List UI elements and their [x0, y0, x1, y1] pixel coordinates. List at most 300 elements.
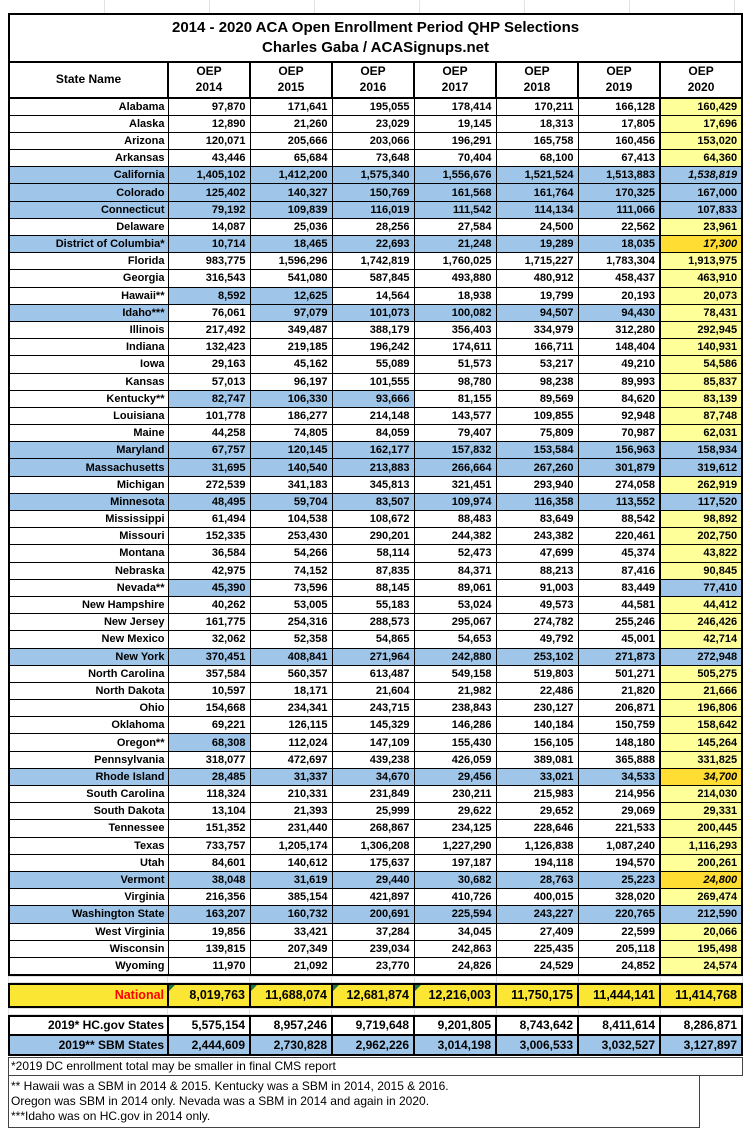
state-name: West Virginia [9, 923, 168, 940]
summary-label: 2019** SBM States [9, 1035, 168, 1055]
oep-2015-value: 140,612 [250, 854, 332, 871]
oep-2019-value: 45,374 [578, 545, 660, 562]
oep-2015-value: 45,162 [250, 356, 332, 373]
oep-2016-value: 108,672 [332, 511, 414, 528]
footnote-sbm-2: Oregon was SBM in 2014 only. Nevada was a SBM in 2014 and again in 2020. [11, 1094, 430, 1109]
oep-2015-value: 12,625 [250, 287, 332, 304]
oep-2015-value: 74,805 [250, 425, 332, 442]
oep-2017-value: 295,067 [414, 614, 496, 631]
state-name: District of Columbia* [9, 236, 168, 253]
row-wyoming [9, 957, 742, 974]
oep-2017-value: 1,556,676 [414, 167, 496, 184]
oep-2020-value: 196,806 [660, 700, 742, 717]
oep-2016-value: 25,999 [332, 803, 414, 820]
oep-2020-value: 24,800 [660, 871, 742, 888]
oep-2015-value: 25,036 [250, 218, 332, 235]
row-tennessee [9, 820, 742, 837]
row-minnesota [9, 493, 742, 510]
oep-2016-value: 268,867 [332, 820, 414, 837]
oep-2020-value: 1,116,293 [660, 837, 742, 854]
oep-2017-value: 18,938 [414, 287, 496, 304]
oep-2020-value: 167,000 [660, 184, 742, 201]
row-missouri [9, 528, 742, 545]
row-colorado [9, 184, 742, 201]
row-hawaii [9, 287, 742, 304]
oep-2020-value: 21,666 [660, 682, 742, 699]
row-south-dakota [9, 803, 742, 820]
oep-2018-value: 47,699 [496, 545, 578, 562]
oep-2017-value: 242,880 [414, 648, 496, 665]
oep-2014-value: 82,747 [168, 390, 250, 407]
oep-2017-value: 51,573 [414, 356, 496, 373]
oep-2018-value: 19,799 [496, 287, 578, 304]
oep-2020-value: 269,474 [660, 889, 742, 906]
row-michigan [9, 476, 742, 493]
oep-2018-value: 88,213 [496, 562, 578, 579]
oep-2016-value: 243,715 [332, 700, 414, 717]
oep-2015-value: 234,341 [250, 700, 332, 717]
oep-2016-value: 88,145 [332, 579, 414, 596]
oep-2014-value: 12,890 [168, 115, 250, 132]
oep-2019-value: 148,404 [578, 339, 660, 356]
oep-2020-value: 62,031 [660, 425, 742, 442]
oep-2019-value: 18,035 [578, 236, 660, 253]
oep-2018-value: 1,126,838 [496, 837, 578, 854]
oep-2014-value: 97,870 [168, 98, 250, 115]
oep-2015-value: 104,538 [250, 511, 332, 528]
oep-2017-value: 54,653 [414, 631, 496, 648]
oep-2019-value: 20,193 [578, 287, 660, 304]
oep-2019-value: 220,765 [578, 906, 660, 923]
oep-2017-value: 155,430 [414, 734, 496, 751]
summary-oep-2014-value: 2,444,609 [168, 1035, 250, 1055]
oep-2014-value: 370,451 [168, 648, 250, 665]
oep-2017-value: 426,059 [414, 751, 496, 768]
oep-2014-value: 44,258 [168, 425, 250, 442]
oep-2020-value: 292,945 [660, 321, 742, 338]
oep-2020-value: 1,538,819 [660, 167, 742, 184]
oep-2016-value: 55,089 [332, 356, 414, 373]
oep-2020-value: 78,431 [660, 304, 742, 321]
row-mississippi [9, 511, 742, 528]
oep-2015-value: 73,596 [250, 579, 332, 596]
oep-2014-value: 69,221 [168, 717, 250, 734]
oep-2017-value: 30,682 [414, 871, 496, 888]
oep-2015-value: 408,841 [250, 648, 332, 665]
oep-2017-value: 27,584 [414, 218, 496, 235]
oep-2015-value: 207,349 [250, 940, 332, 957]
oep-2014-value: 48,495 [168, 493, 250, 510]
state-name: Maryland [9, 442, 168, 459]
row-new-hampshire [9, 596, 742, 613]
summary-oep-2017-value: 9,201,805 [414, 1016, 496, 1036]
row-north-carolina [9, 665, 742, 682]
oep-2018-value: 480,912 [496, 270, 578, 287]
oep-2018-value: 83,649 [496, 511, 578, 528]
oep-2020-value: 54,586 [660, 356, 742, 373]
row-connecticut [9, 201, 742, 218]
oep-2015-value: 59,704 [250, 493, 332, 510]
row-pennsylvania [9, 751, 742, 768]
oep-2017-value: 29,622 [414, 803, 496, 820]
row-maine [9, 425, 742, 442]
oep-2019-value: 84,620 [578, 390, 660, 407]
summary-oep-2019-value: 8,411,614 [578, 1016, 660, 1036]
oep-2020-value: 202,750 [660, 528, 742, 545]
row-new-mexico [9, 631, 742, 648]
oep-2018-value: 243,227 [496, 906, 578, 923]
oep-2017-value: 266,664 [414, 459, 496, 476]
oep-2020-value: 23,961 [660, 218, 742, 235]
oep-2017-value: 79,407 [414, 425, 496, 442]
oep-2020-value: 158,934 [660, 442, 742, 459]
oep-2016-value: 83,507 [332, 493, 414, 510]
oep-2014-value: 316,543 [168, 270, 250, 287]
oep-2018-value: 98,238 [496, 373, 578, 390]
cell-warning-triangle-icon [333, 985, 339, 991]
row-wisconsin [9, 940, 742, 957]
oep-2015-value: 231,440 [250, 820, 332, 837]
oep-2020-value: 200,261 [660, 854, 742, 871]
oep-2017-value: 84,371 [414, 562, 496, 579]
national-oep-2015-value: 11,688,074 [250, 984, 332, 1007]
oep-2018-value: 165,758 [496, 132, 578, 149]
state-name: California [9, 167, 168, 184]
summary-oep-2019-value: 3,032,527 [578, 1035, 660, 1055]
oep-2015-value: 112,024 [250, 734, 332, 751]
oep-2016-value: 58,114 [332, 545, 414, 562]
state-name: Vermont [9, 871, 168, 888]
row-nebraska [9, 562, 742, 579]
oep-2019-value: 148,180 [578, 734, 660, 751]
oep-2017-value: 98,780 [414, 373, 496, 390]
oep-2020-value: 29,331 [660, 803, 742, 820]
row-rhode-island [9, 768, 742, 785]
oep-2014-value: 42,975 [168, 562, 250, 579]
oep-2018-value: 94,507 [496, 304, 578, 321]
oep-2015-value: 349,487 [250, 321, 332, 338]
oep-2020-value: 195,498 [660, 940, 742, 957]
row-vermont [9, 871, 742, 888]
oep-2015-value: 219,185 [250, 339, 332, 356]
oep-2020-value: 140,931 [660, 339, 742, 356]
oep-2016-value: 101,555 [332, 373, 414, 390]
oep-2015-value: 385,154 [250, 889, 332, 906]
oep-2020-value: 17,300 [660, 236, 742, 253]
row-louisiana [9, 407, 742, 424]
oep-2019-value: 29,069 [578, 803, 660, 820]
oep-2016-value: 196,242 [332, 339, 414, 356]
state-name: Indiana [9, 339, 168, 356]
oep-2016-value: 84,059 [332, 425, 414, 442]
state-name: South Dakota [9, 803, 168, 820]
oep-2016-value: 288,573 [332, 614, 414, 631]
oep-2019-value: 194,570 [578, 854, 660, 871]
oep-2019-value: 271,873 [578, 648, 660, 665]
oep-2018-value: 274,782 [496, 614, 578, 631]
oep-2020-value: 331,825 [660, 751, 742, 768]
row-indiana [9, 339, 742, 356]
oep-2014-value: 38,048 [168, 871, 250, 888]
summary-oep-2015-value: 2,730,828 [250, 1035, 332, 1055]
state-name: Michigan [9, 476, 168, 493]
oep-2020-value: 34,700 [660, 768, 742, 785]
oep-2020-value: 98,892 [660, 511, 742, 528]
row-kansas [9, 373, 742, 390]
oep-2015-value: 109,839 [250, 201, 332, 218]
marketplace-summary-table [8, 1015, 743, 1056]
oep-2019-value: 1,087,240 [578, 837, 660, 854]
state-name: Missouri [9, 528, 168, 545]
oep-2020-value: 200,445 [660, 820, 742, 837]
oep-2016-value: 29,440 [332, 871, 414, 888]
oep-2014-value: 29,163 [168, 356, 250, 373]
oep-2017-value: 24,826 [414, 957, 496, 974]
oep-2015-value: 21,260 [250, 115, 332, 132]
oep-2017-value: 356,403 [414, 321, 496, 338]
column-header-oep-2015: OEP 2015 [250, 62, 332, 98]
oep-2018-value: 24,529 [496, 957, 578, 974]
oep-2014-value: 84,601 [168, 854, 250, 871]
oep-2020-value: 20,073 [660, 287, 742, 304]
oep-2018-value: 267,260 [496, 459, 578, 476]
oep-2016-value: 439,238 [332, 751, 414, 768]
oep-2016-value: 213,883 [332, 459, 414, 476]
oep-2016-value: 290,201 [332, 528, 414, 545]
oep-2018-value: 225,435 [496, 940, 578, 957]
oep-2015-value: 210,331 [250, 786, 332, 803]
oep-2017-value: 410,726 [414, 889, 496, 906]
summary-oep-2020-value: 3,127,897 [660, 1035, 742, 1055]
oep-2017-value: 53,024 [414, 596, 496, 613]
oep-2014-value: 31,695 [168, 459, 250, 476]
oep-2018-value: 334,979 [496, 321, 578, 338]
oep-2014-value: 10,714 [168, 236, 250, 253]
column-header-oep-2016: OEP 2016 [332, 62, 414, 98]
enrollment-table [8, 13, 743, 976]
oep-2017-value: 161,568 [414, 184, 496, 201]
row-new-jersey [9, 614, 742, 631]
oep-2016-value: 200,691 [332, 906, 414, 923]
oep-2019-value: 70,987 [578, 425, 660, 442]
oep-2019-value: 88,542 [578, 511, 660, 528]
oep-2019-value: 89,993 [578, 373, 660, 390]
summary-oep-2020-value: 8,286,871 [660, 1016, 742, 1036]
oep-2017-value: 34,045 [414, 923, 496, 940]
oep-2016-value: 613,487 [332, 665, 414, 682]
oep-2016-value: 231,849 [332, 786, 414, 803]
row--sbm-states [9, 1035, 742, 1055]
oep-2015-value: 74,152 [250, 562, 332, 579]
oep-2017-value: 88,483 [414, 511, 496, 528]
oep-2014-value: 57,013 [168, 373, 250, 390]
oep-2018-value: 116,358 [496, 493, 578, 510]
table-subtitle: Charles Gaba / ACASignups.net [262, 39, 490, 56]
column-header-oep-2014: OEP 2014 [168, 62, 250, 98]
oep-2018-value: 153,584 [496, 442, 578, 459]
national-total-row [9, 984, 742, 1007]
summary-oep-2016-value: 2,962,226 [332, 1035, 414, 1055]
oep-2017-value: 549,158 [414, 665, 496, 682]
oep-2019-value: 22,599 [578, 923, 660, 940]
oep-2019-value: 156,963 [578, 442, 660, 459]
oep-2014-value: 1,405,102 [168, 167, 250, 184]
national-oep-2014-value: 8,019,763 [168, 984, 250, 1007]
row-washington-state [9, 906, 742, 923]
oep-2018-value: 228,646 [496, 820, 578, 837]
oep-2019-value: 49,210 [578, 356, 660, 373]
oep-2018-value: 33,021 [496, 768, 578, 785]
oep-2020-value: 272,948 [660, 648, 742, 665]
oep-2019-value: 111,066 [578, 201, 660, 218]
state-name: North Dakota [9, 682, 168, 699]
oep-2015-value: 560,357 [250, 665, 332, 682]
oep-2019-value: 87,416 [578, 562, 660, 579]
oep-2018-value: 109,855 [496, 407, 578, 424]
summary-oep-2018-value: 3,006,533 [496, 1035, 578, 1055]
oep-2019-value: 166,128 [578, 98, 660, 115]
oep-2015-value: 53,005 [250, 596, 332, 613]
cell-warning-triangle-icon [251, 985, 257, 991]
oep-2018-value: 68,100 [496, 150, 578, 167]
state-name: Wisconsin [9, 940, 168, 957]
oep-2020-value: 212,590 [660, 906, 742, 923]
oep-2014-value: 272,539 [168, 476, 250, 493]
oep-2017-value: 493,880 [414, 270, 496, 287]
state-name: Arizona [9, 132, 168, 149]
row-delaware [9, 218, 742, 235]
oep-2014-value: 161,775 [168, 614, 250, 631]
oep-2014-value: 163,207 [168, 906, 250, 923]
state-name: Idaho*** [9, 304, 168, 321]
oep-2019-value: 214,956 [578, 786, 660, 803]
footnote-idaho: ***Idaho was on HC.gov in 2014 only. [11, 1109, 211, 1124]
oep-2016-value: 55,183 [332, 596, 414, 613]
state-name: New Mexico [9, 631, 168, 648]
row-district-of-columbia [9, 236, 742, 253]
oep-2020-value: 463,910 [660, 270, 742, 287]
oep-2019-value: 501,271 [578, 665, 660, 682]
oep-2018-value: 28,763 [496, 871, 578, 888]
empty-gridline-row [8, 1008, 743, 1015]
oep-2017-value: 321,451 [414, 476, 496, 493]
national-oep-2019-value: 11,444,141 [578, 984, 660, 1007]
state-name: Louisiana [9, 407, 168, 424]
oep-2019-value: 328,020 [578, 889, 660, 906]
oep-2016-value: 239,034 [332, 940, 414, 957]
oep-2016-value: 14,564 [332, 287, 414, 304]
oep-2019-value: 113,552 [578, 493, 660, 510]
oep-2017-value: 1,760,025 [414, 253, 496, 270]
oep-2016-value: 93,666 [332, 390, 414, 407]
state-name: North Carolina [9, 665, 168, 682]
oep-2018-value: 27,409 [496, 923, 578, 940]
footnote-sbm-1: ** Hawaii was a SBM in 2014 & 2015. Kentucky was a SBM in 2014, 2015 & 2016. [11, 1078, 449, 1093]
oep-2014-value: 357,584 [168, 665, 250, 682]
state-name: Tennessee [9, 820, 168, 837]
oep-2016-value: 116,019 [332, 201, 414, 218]
oep-2016-value: 421,897 [332, 889, 414, 906]
oep-2019-value: 150,759 [578, 717, 660, 734]
oep-2020-value: 83,139 [660, 390, 742, 407]
oep-2015-value: 1,596,296 [250, 253, 332, 270]
oep-2019-value: 458,437 [578, 270, 660, 287]
oep-2014-value: 217,492 [168, 321, 250, 338]
oep-2017-value: 178,414 [414, 98, 496, 115]
oep-2017-value: 19,145 [414, 115, 496, 132]
state-name: New York [9, 648, 168, 665]
oep-2016-value: 23,029 [332, 115, 414, 132]
oep-2019-value: 92,948 [578, 407, 660, 424]
oep-2014-value: 101,778 [168, 407, 250, 424]
oep-2014-value: 318,077 [168, 751, 250, 768]
state-name: Utah [9, 854, 168, 871]
row-iowa [9, 356, 742, 373]
oep-2019-value: 21,820 [578, 682, 660, 699]
oep-2018-value: 1,715,227 [496, 253, 578, 270]
oep-2020-value: 505,275 [660, 665, 742, 682]
oep-2015-value: 21,393 [250, 803, 332, 820]
oep-2015-value: 106,330 [250, 390, 332, 407]
oep-2014-value: 11,970 [168, 957, 250, 974]
oep-2017-value: 81,155 [414, 390, 496, 407]
row-west-virginia [9, 923, 742, 940]
oep-2020-value: 17,696 [660, 115, 742, 132]
row-arkansas [9, 150, 742, 167]
oep-2018-value: 230,127 [496, 700, 578, 717]
row-virginia [9, 889, 742, 906]
oep-2019-value: 221,533 [578, 820, 660, 837]
state-name: Alaska [9, 115, 168, 132]
oep-2016-value: 87,835 [332, 562, 414, 579]
oep-2016-value: 22,693 [332, 236, 414, 253]
oep-2015-value: 126,115 [250, 717, 332, 734]
row-north-dakota [9, 682, 742, 699]
oep-2017-value: 196,291 [414, 132, 496, 149]
oep-2016-value: 271,964 [332, 648, 414, 665]
state-name: Massachusetts [9, 459, 168, 476]
row--hc-gov-states [9, 1016, 742, 1036]
oep-2019-value: 25,223 [578, 871, 660, 888]
state-name: Oklahoma [9, 717, 168, 734]
oep-2014-value: 45,390 [168, 579, 250, 596]
oep-2015-value: 341,183 [250, 476, 332, 493]
oep-2014-value: 19,856 [168, 923, 250, 940]
oep-2016-value: 345,813 [332, 476, 414, 493]
oep-2015-value: 160,732 [250, 906, 332, 923]
oep-2020-value: 64,360 [660, 150, 742, 167]
oep-2020-value: 77,410 [660, 579, 742, 596]
oep-2015-value: 253,430 [250, 528, 332, 545]
state-name: Rhode Island [9, 768, 168, 785]
oep-2014-value: 14,087 [168, 218, 250, 235]
oep-2020-value: 24,574 [660, 957, 742, 974]
oep-2018-value: 400,015 [496, 889, 578, 906]
oep-2018-value: 89,569 [496, 390, 578, 407]
oep-2015-value: 120,145 [250, 442, 332, 459]
row-texas [9, 837, 742, 854]
oep-2014-value: 125,402 [168, 184, 250, 201]
oep-2018-value: 24,500 [496, 218, 578, 235]
oep-2019-value: 24,852 [578, 957, 660, 974]
oep-2016-value: 34,670 [332, 768, 414, 785]
oep-2018-value: 75,809 [496, 425, 578, 442]
oep-2018-value: 29,652 [496, 803, 578, 820]
oep-2019-value: 1,513,883 [578, 167, 660, 184]
oep-2017-value: 244,382 [414, 528, 496, 545]
oep-2014-value: 67,757 [168, 442, 250, 459]
oep-2017-value: 157,832 [414, 442, 496, 459]
